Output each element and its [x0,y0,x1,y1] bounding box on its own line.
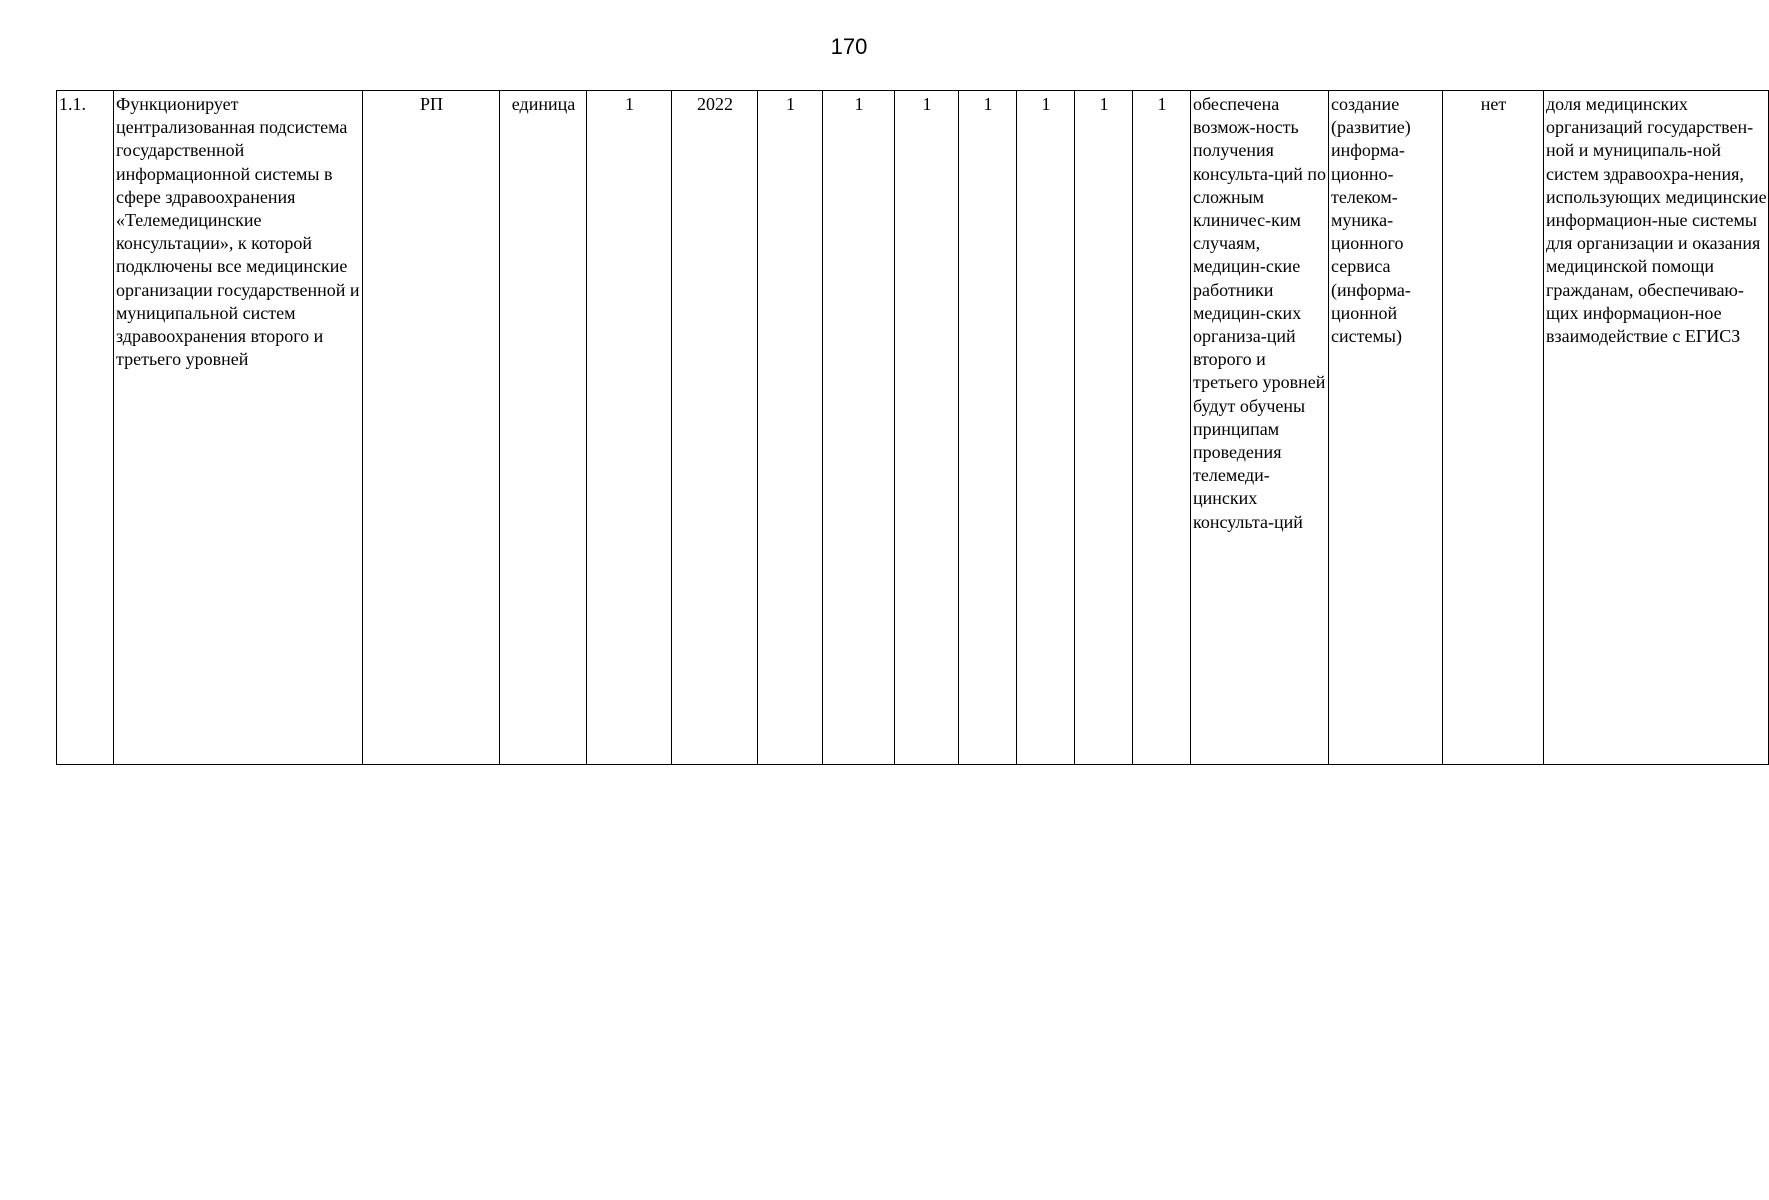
cell-value-7: 1 [1133,91,1191,765]
cell-characteristic: обеспечена возмож-ность получения консульта-ций по сложным клиничес-ким случаям, медицин-ские работники медицин-ских организа-ций второго и третьего уровней будут обучены принципам проведения телемеди-цинских консульта-ций [1191,91,1329,765]
cell-unit: единица [500,91,587,765]
table-container [56,90,1767,765]
cell-value-6: 1 [1075,91,1133,765]
cell-base-year: 2022 [672,91,758,765]
cell-value-4: 1 [959,91,1017,765]
cell-type: РП [363,91,500,765]
cell-value-1: 1 [758,91,823,765]
cell-object-type: создание (развитие) информа-ционно-телеком-муника-ционного сервиса (информа-ционной системы) [1329,91,1443,765]
cell-flag: нет [1443,91,1544,765]
cell-indicator: доля медицинских организаций государствен-ной и муниципаль-ной систем здравоохра-нения, использующих медицинские информацион-ные системы для организации и оказания медицинской помощи гражданам, обеспечиваю-щих информацион-ное взаимодействие с ЕГИСЗ [1544,91,1769,765]
table-row [57,91,1769,765]
cell-value-2: 1 [823,91,895,765]
cell-value-3: 1 [895,91,959,765]
cell-value-5: 1 [1017,91,1075,765]
data-table [56,90,1769,765]
cell-result: Функционирует централизованная подсистема государственной информационной системы в сфере здравоохранения «Телемедицинские консультации», к которой подключены все медицинские организации государственной и муниципальной систем здравоохранения второго и третьего уровней [114,91,363,765]
cell-number: 1.1. [57,91,114,765]
page-number: 170 [830,34,868,59]
cell-base-value: 1 [587,91,672,765]
